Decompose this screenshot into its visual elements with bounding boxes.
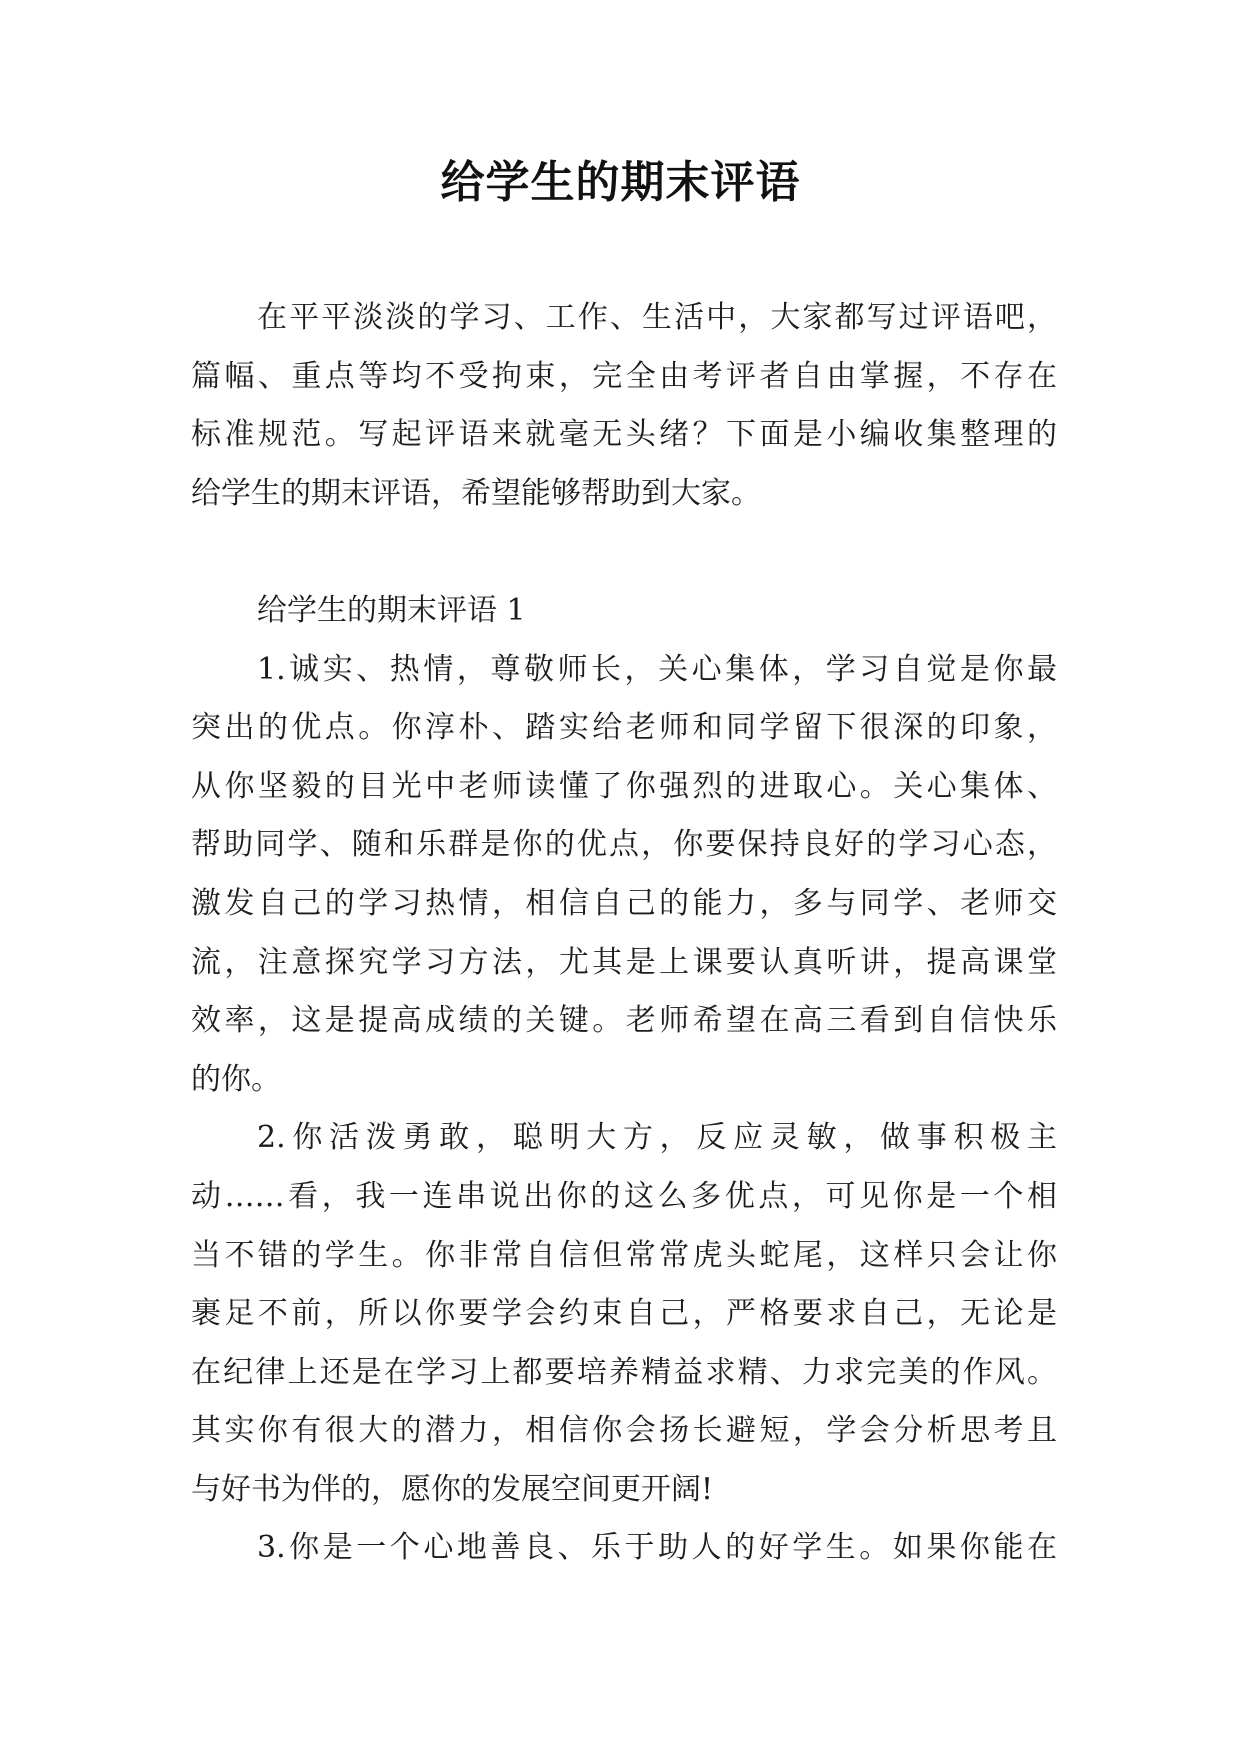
item-1-line: 帮助同学、随和乐群是你的优点，你要保持良好的学习心态， <box>191 827 1057 863</box>
document-body <box>191 289 1057 1578</box>
comment-item-2 <box>191 1109 1057 1519</box>
item-1-line: 从你坚毅的目光中老师读懂了你强烈的进取心。关心集体、 <box>191 768 1057 804</box>
comment-item-1 <box>191 641 1057 1110</box>
document-title: 给学生的期末评语 <box>440 157 801 208</box>
item-3-line: 3.你是一个心地善良、乐于助人的好学生。如果你能在 <box>257 1530 1057 1566</box>
item-1-line: 激发自己的学习热情，相信自己的能力，多与同学、老师交 <box>191 885 1057 921</box>
item-2-line: 当不错的学生。你非常自信但常常虎头蛇尾，这样只会让你 <box>191 1237 1057 1273</box>
section-heading: 给学生的期末评语 1 <box>257 592 526 628</box>
item-1-line: 1.诚实、热情，尊敬师长，关心集体，学习自觉是你最 <box>257 651 1057 687</box>
item-2-line: 裹足不前，所以你要学会约束自己，严格要求自己，无论是 <box>191 1296 1057 1332</box>
item-2-line: 2.你活泼勇敢，聪明大方，反应灵敏，做事积极主 <box>257 1120 1057 1156</box>
item-2-line: 其实你有很大的潜力，相信你会扬长避短，学会分析思考且 <box>191 1413 1057 1449</box>
item-1-line: 突出的优点。你淳朴、踏实给老师和同学留下很深的印象， <box>191 710 1057 746</box>
item-2-line: 与好书为伴的，愿你的发展空间更开阔! <box>191 1471 714 1507</box>
item-1-line: 效率，这是提高成绩的关键。老师希望在高三看到自信快乐 <box>191 1003 1057 1039</box>
item-2-line: 动……看，我一连串说出你的这么多优点，可见你是一个相 <box>191 1178 1057 1214</box>
paragraph-gap <box>191 523 1057 582</box>
intro-line: 篇幅、重点等均不受拘束，完全由考评者自由掌握，不存在 <box>191 358 1057 394</box>
item-2-line: 在纪律上还是在学习上都要培养精益求精、力求完美的作风。 <box>191 1354 1057 1390</box>
intro-line: 给学生的期末评语，希望能够帮助到大家。 <box>191 475 761 511</box>
item-1-line: 的你。 <box>191 1061 281 1097</box>
intro-paragraph <box>191 289 1057 523</box>
item-1-line: 流，注意探究学习方法，尤其是上课要认真听讲，提高课堂 <box>191 944 1057 980</box>
comment-item-3 <box>191 1519 1057 1578</box>
intro-line: 在平平淡淡的学习、工作、生活中，大家都写过评语吧， <box>257 300 1057 335</box>
intro-line: 标准规范。写起评语来就毫无头绪？下面是小编收集整理的 <box>191 417 1057 453</box>
